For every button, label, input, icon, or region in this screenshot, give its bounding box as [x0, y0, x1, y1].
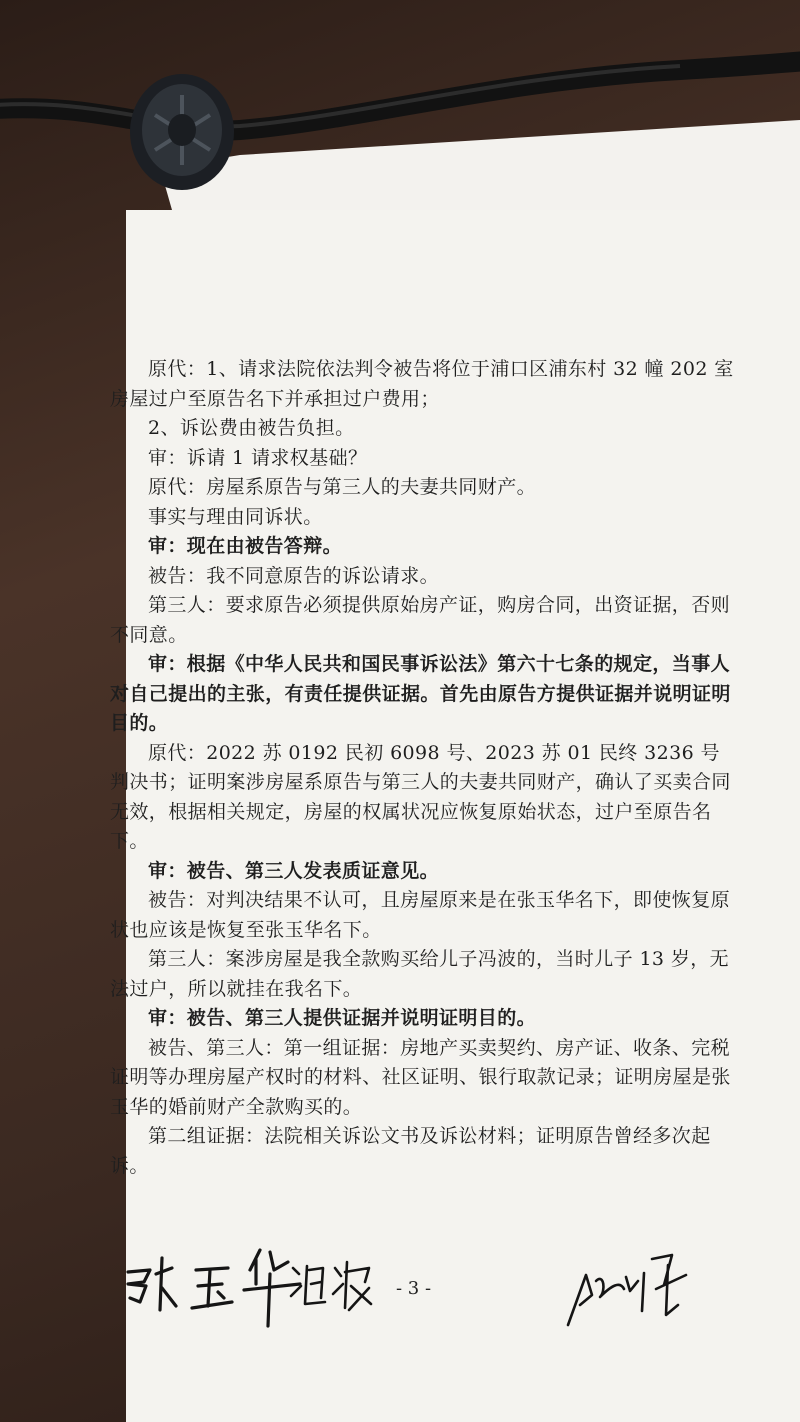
paragraph-bold: 审：根据《中华人民共和国民事诉讼法》第六十七条的规定，当事人对自己提出的主张，有责任提供证据。首先由原告方提供证据并说明证明目的。	[110, 653, 731, 734]
paragraph: 第三人：要求原告必须提供原始房产证，购房合同，出资证据，否则不同意。	[110, 594, 731, 646]
paragraph: 原代：房屋系原告与第三人的夫妻共同财产。	[148, 476, 537, 498]
paragraph-bold: 审：被告、第三人提供证据并说明证明目的。	[148, 1007, 537, 1029]
paragraph: 被告：我不同意原告的诉讼请求。	[148, 564, 440, 587]
page-number: - 3 -	[396, 1278, 432, 1299]
paragraph: 第三人：案涉房屋是我全款购买给儿子冯波的，当时儿子 13 岁，无法过户，所以就挂在我名下。	[110, 948, 730, 1000]
paragraph: 审：诉请 1 请求权基础？	[148, 446, 368, 469]
binder-clip-icon	[120, 60, 250, 200]
paragraph-bold: 审：现在由被告答辩。	[148, 535, 343, 557]
paragraph: 原代：1、请求法院依法判令被告将位于浦口区浦东村 32 幢 202 室房屋过户至原告名下并承担过户费用；	[110, 358, 734, 410]
paragraph: 原代：2022 苏 0192 民初 6098 号、2023 苏 01 民终 3236 号判决书；证明案涉房屋系原告与第三人的夫妻共同财产，确认了买卖合同无效，根据相关规定，房屋的权属状况应恢复原始状态，过户至原告名下。	[110, 741, 731, 852]
paragraph: 第二组证据：法院相关诉讼文书及诉讼材料；证明原告曾经多次起诉。	[110, 1125, 711, 1177]
paragraph: 2、诉讼费由被告负担。	[148, 417, 355, 439]
document-text	[110, 355, 735, 1181]
paragraph: 被告、第三人：第一组证据：房地产买卖契约、房产证、收条、完税证明等办理房屋产权时的材料、社区证明、银行取款记录；证明房屋是张玉华的婚前财产全款购买的。	[110, 1036, 731, 1118]
paragraph: 事实与理由同诉状。	[148, 505, 323, 528]
paragraph-bold: 审：被告、第三人发表质证意见。	[148, 859, 440, 882]
paragraph: 被告：对判决结果不认可，且房屋原来是在张玉华名下，即使恢复原状也应该是恢复至张玉华名下。	[110, 889, 731, 941]
signature-feng-bo	[285, 1248, 385, 1328]
signature-judge	[560, 1245, 700, 1335]
